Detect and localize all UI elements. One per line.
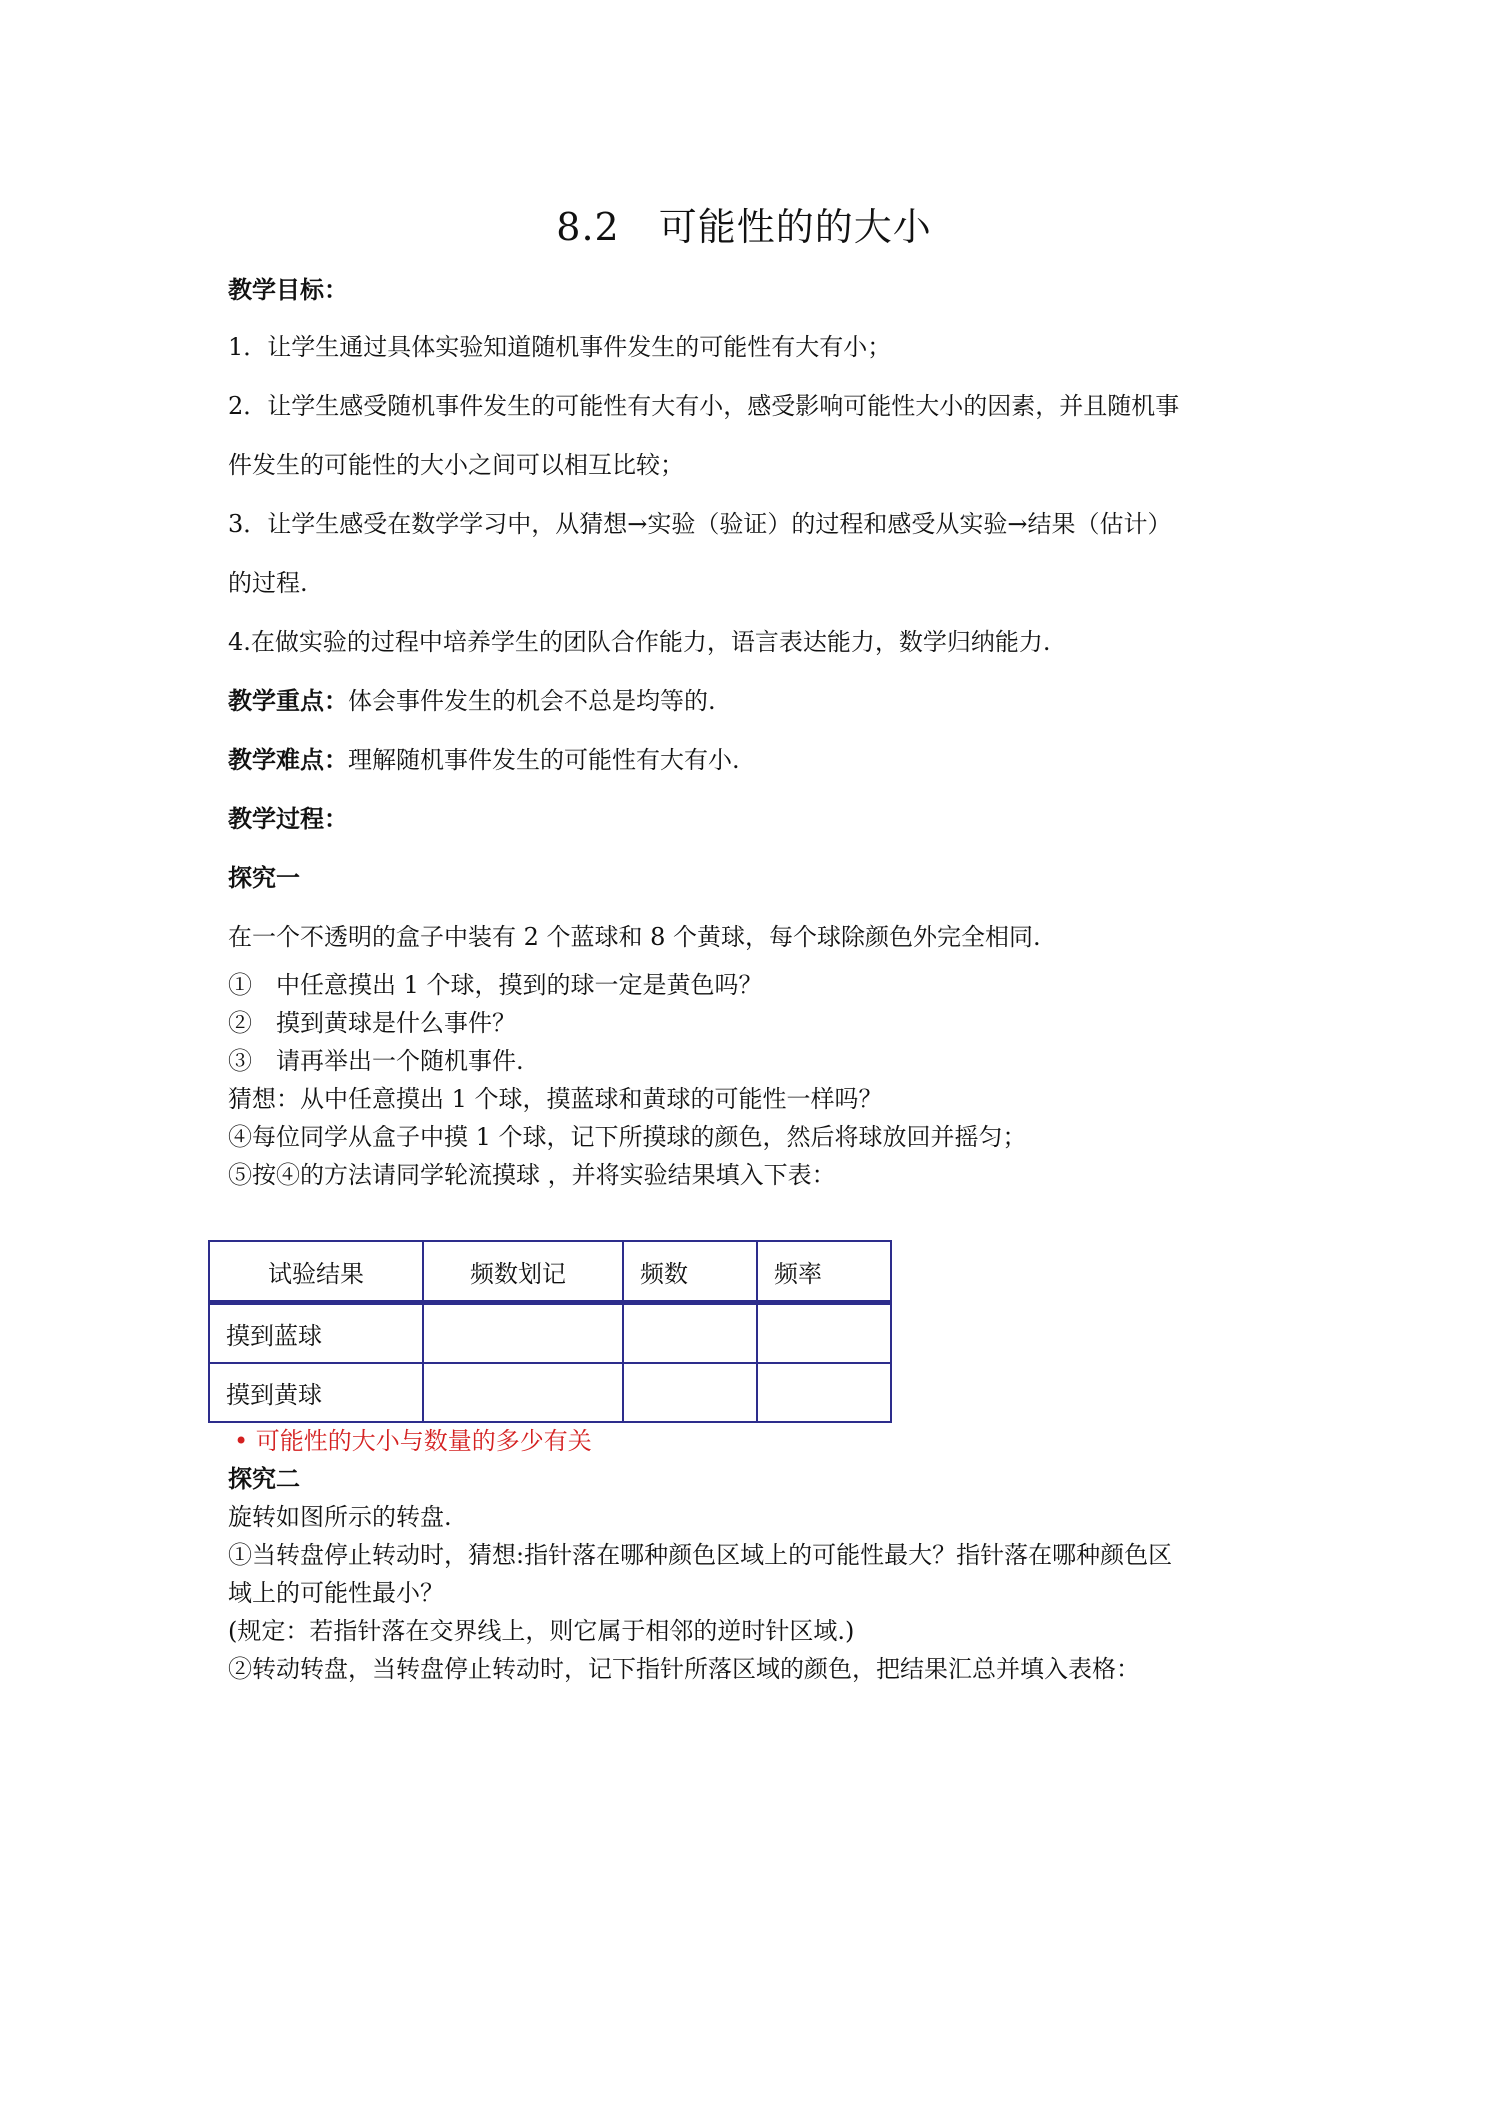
explore1-q3: ③ 请再举出一个随机事件. (228, 1047, 524, 1075)
explore2-rule: (规定：若指针落在交界线上，则它属于相邻的逆时针区域.) (228, 1617, 855, 1645)
difficult-point-label: 教学难点： (228, 745, 348, 774)
objective-3-cont: 的过程. (228, 569, 308, 597)
explore1-q1: ① 中任意摸出 1 个球，摸到的球一定是黄色吗？ (228, 971, 763, 999)
table-header-cell: 频率 (757, 1241, 891, 1303)
table-cell-empty (757, 1363, 891, 1422)
explore1-q4: ④每位同学从盒子中摸 1 个球，记下所摸球的颜色，然后将球放回并摇匀； (228, 1123, 1027, 1151)
objective-2: 2．让学生感受随机事件发生的可能性有大有小，感受影响可能性大小的因素，并且随机事 (228, 392, 1180, 420)
explore2-intro: 旋转如图所示的转盘. (228, 1503, 452, 1531)
explore1-q5: ⑤按④的方法请同学轮流摸球 ，并将实验结果填入下表： (228, 1161, 836, 1189)
objective-1: 1．让学生通过具体实验知道随机事件发生的可能性有大有小； (228, 333, 892, 361)
explore2-q1-cont: 域上的可能性最小？ (228, 1579, 444, 1607)
objective-2-cont: 件发生的可能性的大小之间可以相互比较； (228, 451, 684, 479)
table-header-cell: 试验结果 (209, 1241, 423, 1303)
table-header-cell: 频数划记 (423, 1241, 623, 1303)
explore1-intro: 在一个不透明的盒子中装有 2 个蓝球和 8 个黄球，每个球除颜色外完全相同. (228, 923, 1041, 951)
table-cell-empty (423, 1363, 623, 1422)
experiment-result-table (208, 1240, 892, 1423)
key-point (228, 685, 1278, 717)
key-point-label: 教学重点： (228, 686, 348, 715)
table-row (209, 1363, 891, 1422)
explore1-guess: 猜想：从中任意摸出 1 个球，摸蓝球和黄球的可能性一样吗？ (228, 1085, 883, 1113)
difficult-point-text: 理解随机事件发生的可能性有大有小. (348, 746, 740, 774)
objectives-heading: 教学目标： (228, 275, 348, 304)
table-row-label: 摸到黄球 (209, 1363, 423, 1422)
explore2-q1: ①当转盘停止转动时，猜想:指针落在哪种颜色区域上的可能性最大？指针落在哪种颜色区 (228, 1541, 1173, 1569)
difficult-point (228, 744, 1278, 776)
table-row-label: 摸到蓝球 (209, 1303, 423, 1364)
explore1-heading: 探究一 (228, 863, 300, 892)
table-cell-empty (623, 1303, 757, 1364)
explore1-q2: ② 摸到黄球是什么事件？ (228, 1009, 516, 1037)
table-cell-empty (623, 1363, 757, 1422)
table-row (209, 1303, 891, 1364)
objective-3: 3．让学生感受在数学学习中，从猜想→实验（验证）的过程和感受从实验→结果（估计） (228, 510, 1172, 538)
table-cell-empty (757, 1303, 891, 1364)
explore1-conclusion: • 可能性的大小与数量的多少有关 (234, 1427, 592, 1455)
table-header-cell: 频数 (623, 1241, 757, 1303)
explore2-heading: 探究二 (228, 1464, 300, 1493)
table-header-row (209, 1241, 891, 1303)
table-cell-empty (423, 1303, 623, 1364)
key-point-text: 体会事件发生的机会不总是均等的. (348, 687, 716, 715)
process-heading: 教学过程： (228, 804, 348, 833)
page-title: 8.2 可能性的的大小 (556, 205, 932, 249)
objective-4: 4.在做实验的过程中培养学生的团队合作能力，语言表达能力，数学归纳能力. (228, 628, 1051, 656)
explore2-q2: ②转动转盘，当转盘停止转动时，记下指针所落区域的颜色，把结果汇总并填入表格： (228, 1655, 1140, 1683)
